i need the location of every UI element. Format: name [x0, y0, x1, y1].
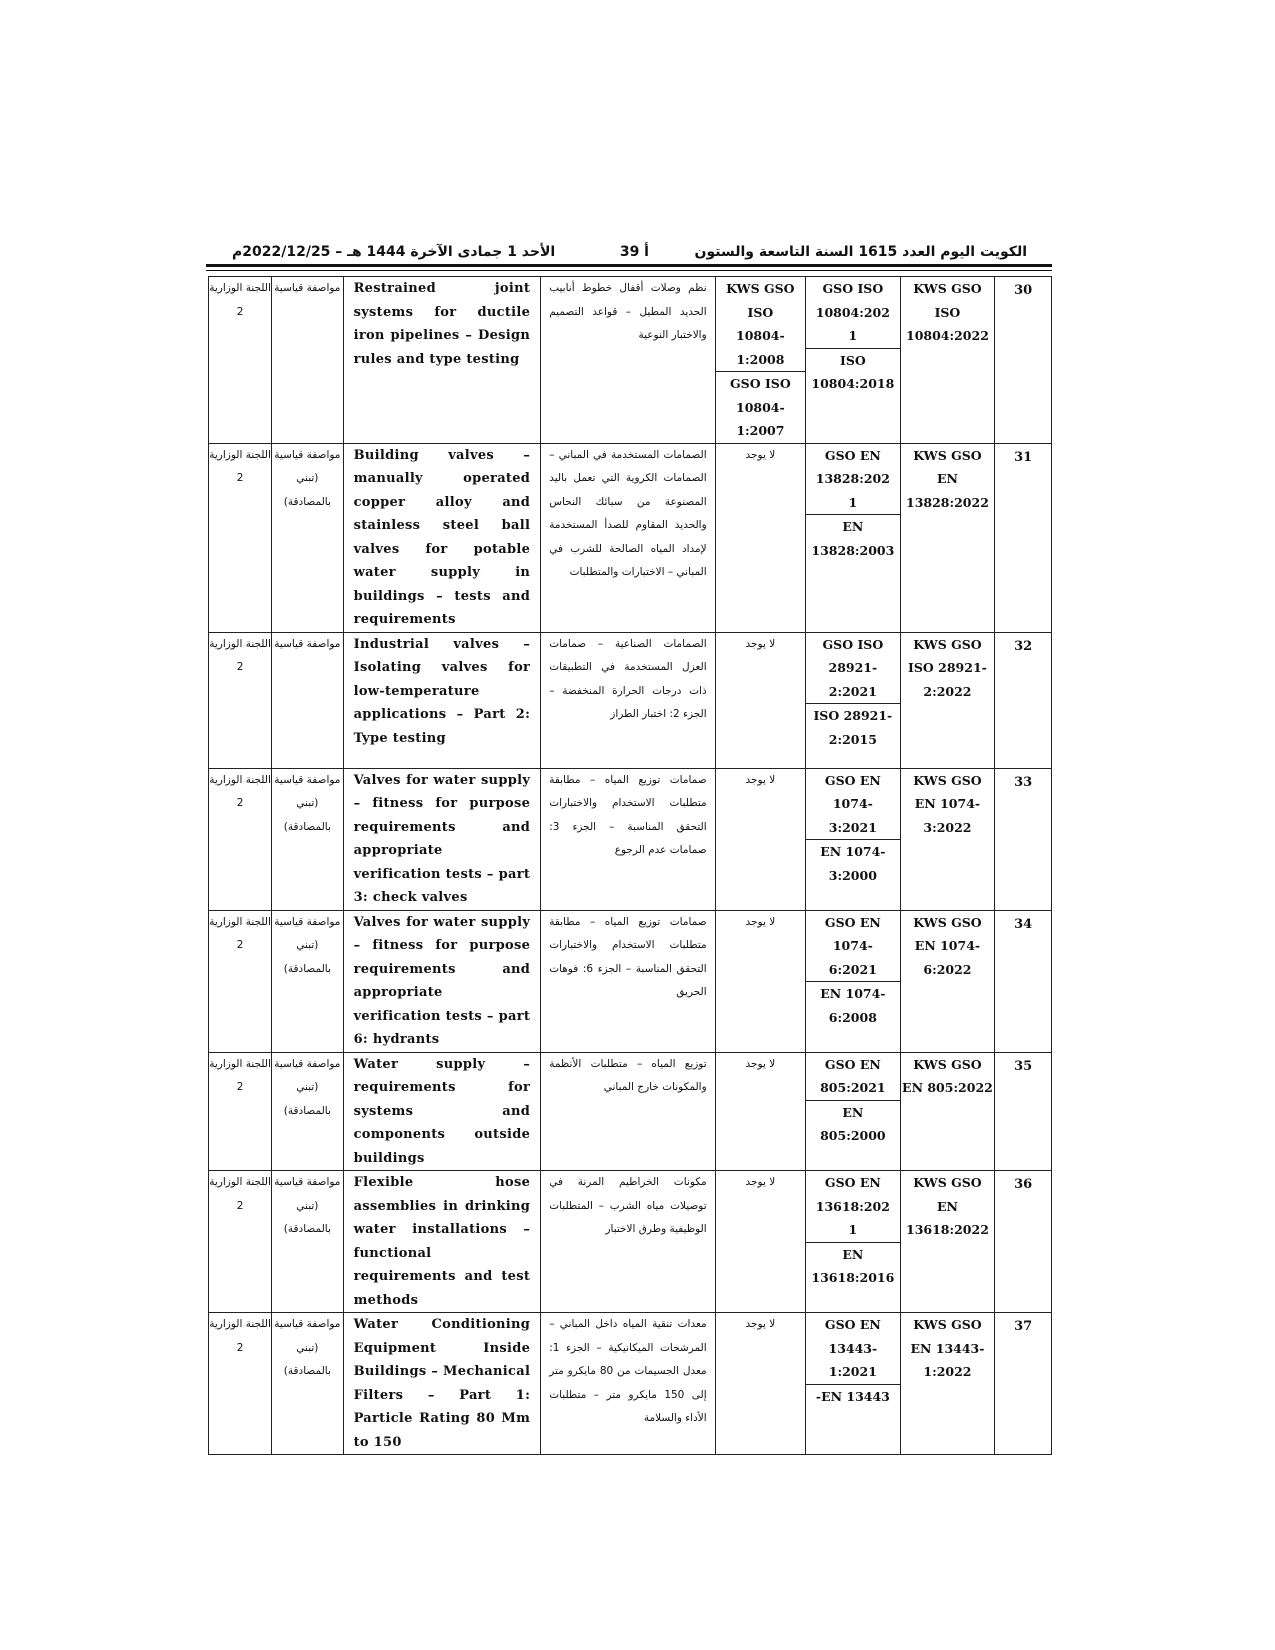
kws-standard-code: KWS GSO EN 1074-6:2022 — [900, 910, 995, 1052]
committee: اللجنة الوزارية 2 — [209, 443, 272, 632]
replaced-standard: لا يوجد — [715, 1052, 805, 1171]
title-english: Valves for water supply – fitness for purpose requirements and appropriate verification tests – part 6: hydrants — [343, 910, 541, 1052]
standard-type: مواصفة قياسية (تبني بالمصادقة) — [272, 1052, 343, 1171]
gso-reference-code-entry: EN 13443- — [805, 1384, 901, 1409]
title-arabic: توزيع المياه – متطلبات الأنظمة والمكونات خارج المباني — [541, 1052, 715, 1171]
kws-standard-code: KWS GSO EN 13443-1:2022 — [900, 1313, 995, 1455]
gso-reference-code — [806, 1313, 901, 1455]
table-row — [209, 910, 1052, 1052]
title-english: Water Conditioning Equipment Inside Buildings – Mechanical Filters – Part 1: Particle Rating 80 Mm to 150 — [343, 1313, 541, 1455]
gso-reference-code — [806, 632, 901, 768]
title-english: Building valves – manually operated copper alloy and stainless steel ball valves for potable water supply in buildings – tests and requirements — [343, 443, 541, 632]
standard-type: مواصفة قياسية — [272, 632, 343, 768]
title-arabic: معدات تنقية المياه داخل المباني – المرشحات الميكانيكية – الجزء 1: معدل الجسيمات من 80 مايكرو متر إلى 150 مايكرو متر – متطلبات الأداء والسلامة — [541, 1313, 715, 1455]
gso-reference-code-entry: ISO 10804:2018 — [805, 348, 901, 396]
standard-type: مواصفة قياسية (تبني بالمصادقة) — [272, 768, 343, 910]
committee: اللجنة الوزارية 2 — [209, 1313, 272, 1455]
kws-standard-code: KWS GSO EN 805:2022 — [900, 1052, 995, 1171]
replaced-standard: لا يوجد — [715, 632, 805, 768]
gso-reference-code-entry: GSO EN 13828:2021 — [815, 447, 890, 510]
replaced-standard: لا يوجد — [715, 1313, 805, 1455]
row-number: 32 — [995, 632, 1052, 768]
title-arabic: صمامات توزيع المياه – مطابقة متطلبات الاستخدام والاختبارات التحقق المناسبة – الجزء 6: فوهات الحريق — [541, 910, 715, 1052]
gso-reference-code-entry: GSO EN 1074-6:2021 — [824, 914, 881, 977]
header-rule-thick — [206, 264, 1052, 267]
title-english: Restrained joint systems for ductile iron pipelines – Design rules and type testing — [343, 277, 541, 444]
title-english: Water supply – requirements for systems and components outside buildings — [343, 1052, 541, 1171]
committee: اللجنة الوزارية 2 — [209, 632, 272, 768]
newspaper-issue: الكويت اليوم العدد 1615 السنة التاسعة والستون — [694, 244, 1027, 260]
table-row — [209, 443, 1052, 632]
title-arabic: الصمامات الصناعية – صمامات العزل المستخدمة في التطبيقات ذات درجات الحرارة المنخفضة – الجزء 2: اختبار الطراز — [541, 632, 715, 768]
replaced-standard: لا يوجد — [715, 443, 805, 632]
row-number: 33 — [995, 768, 1052, 910]
committee: اللجنة الوزارية 2 — [209, 768, 272, 910]
issue-date: الأحد 1 جمادى الآخرة 1444 هـ – 2022/12/25م — [232, 244, 556, 260]
gso-reference-code — [806, 910, 901, 1052]
row-number: 30 — [995, 277, 1052, 444]
replaced-standard: لا يوجد — [715, 768, 805, 910]
gso-reference-code — [806, 277, 901, 444]
gso-reference-code-entry: GSO EN 13618:2021 — [815, 1175, 890, 1237]
row-number: 37 — [995, 1313, 1052, 1455]
replaced-standard: لا يوجد — [715, 910, 805, 1052]
table-body — [209, 277, 1052, 1455]
gso-reference-code-entry: GSO EN 805:2021 — [820, 1056, 886, 1095]
standard-type: مواصفة قياسية (تبني بالمصادقة) — [272, 910, 343, 1052]
title-arabic: الصمامات المستخدمة في المباني – الصمامات الكروية التي تعمل باليد المصنوعة من سبائك النحاس والحديد المقاوم للصدأ المستخدمة لإمداد المياه الصالحة للشرب في المباني – الاختبارات والمتطلبات — [541, 443, 715, 632]
replaced-standard-entry: KWS GSO ISO 10804-1:2008 — [726, 281, 795, 367]
title-english: Valves for water supply – fitness for purpose requirements and appropriate verification tests – part 3: check valves — [343, 768, 541, 910]
kws-standard-code: KWS GSO EN 13828:2022 — [900, 443, 995, 632]
title-english: Flexible hose assemblies in drinking water installations – functional requirements and test methods — [343, 1171, 541, 1313]
gso-reference-code — [806, 1171, 901, 1313]
page-number: أ 39 — [619, 244, 649, 260]
title-arabic: مكونات الخراطيم المرنة في توصيلات مياه الشرب – المتطلبات الوظيفية وطرق الاختبار — [541, 1171, 715, 1313]
committee: اللجنة الوزارية 2 — [209, 1171, 272, 1313]
table-row — [209, 1171, 1052, 1313]
table-row — [209, 768, 1052, 910]
kws-standard-code: KWS GSO EN 13618:2022 — [900, 1171, 995, 1313]
row-number: 35 — [995, 1052, 1052, 1171]
row-number: 36 — [995, 1171, 1052, 1313]
gso-reference-code-entry: GSO EN 1074-3:2021 — [824, 772, 881, 835]
gso-reference-code-entry: EN 1074-6:2008 — [805, 981, 901, 1029]
committee: اللجنة الوزارية 2 — [209, 910, 272, 1052]
gso-reference-code-entry: GSO ISO 10804:2021 — [815, 281, 890, 343]
table-row — [209, 277, 1052, 444]
standard-type: مواصفة قياسية (تبني بالمصادقة) — [272, 1171, 343, 1313]
table-row — [209, 1313, 1052, 1455]
title-arabic: نظم وصلات أقفال خطوط أنابيب الحديد المطيل – قواعد التصميم والاختبار النوعية — [541, 277, 715, 444]
gso-reference-code-entry: EN 13618:2016 — [805, 1242, 901, 1290]
gso-reference-code-entry: GSO ISO 28921-2:2021 — [822, 636, 884, 699]
gso-reference-code-entry: ISO 28921-2:2015 — [805, 703, 901, 751]
gso-reference-code — [806, 1052, 901, 1171]
row-number: 31 — [995, 443, 1052, 632]
table-row — [209, 1052, 1052, 1171]
committee: اللجنة الوزارية 2 — [209, 1052, 272, 1171]
replaced-standard — [715, 277, 805, 444]
title-english: Industrial valves – Isolating valves for low-temperature applications – Part 2: Type testing — [343, 632, 541, 768]
kws-standard-code: KWS GSO ISO 28921-2:2022 — [900, 632, 995, 768]
replaced-standard: لا يوجد — [715, 1171, 805, 1313]
replaced-standard-entry: GSO ISO 10804-1:2007 — [715, 371, 806, 443]
gso-reference-code-entry: EN 1074-3:2000 — [805, 839, 901, 887]
header-rule-thin — [206, 270, 1052, 271]
kws-standard-code: KWS GSO ISO 10804:2022 — [900, 277, 995, 444]
standard-type: مواصفة قياسية (تبني بالمصادقة) — [272, 443, 343, 632]
committee: اللجنة الوزارية 2 — [209, 277, 272, 444]
standard-type: مواصفة قياسية — [272, 277, 343, 444]
standard-type: مواصفة قياسية (تبني بالمصادقة) — [272, 1313, 343, 1455]
gso-reference-code — [806, 768, 901, 910]
gso-reference-code — [806, 443, 901, 632]
gso-reference-code-entry: EN 13828:2003 — [805, 514, 901, 562]
standards-table — [208, 276, 1052, 1455]
table-row — [209, 632, 1052, 768]
gso-reference-code-entry: GSO EN 13443-1:2021 — [824, 1317, 881, 1379]
gso-reference-code-entry: EN 805:2000 — [805, 1100, 901, 1148]
kws-standard-code: KWS GSO EN 1074-3:2022 — [900, 768, 995, 910]
row-number: 34 — [995, 910, 1052, 1052]
title-arabic: صمامات توزيع المياه – مطابقة متطلبات الاستخدام والاختبارات التحقق المناسبة – الجزء 3: صمامات عدم الرجوع — [541, 768, 715, 910]
